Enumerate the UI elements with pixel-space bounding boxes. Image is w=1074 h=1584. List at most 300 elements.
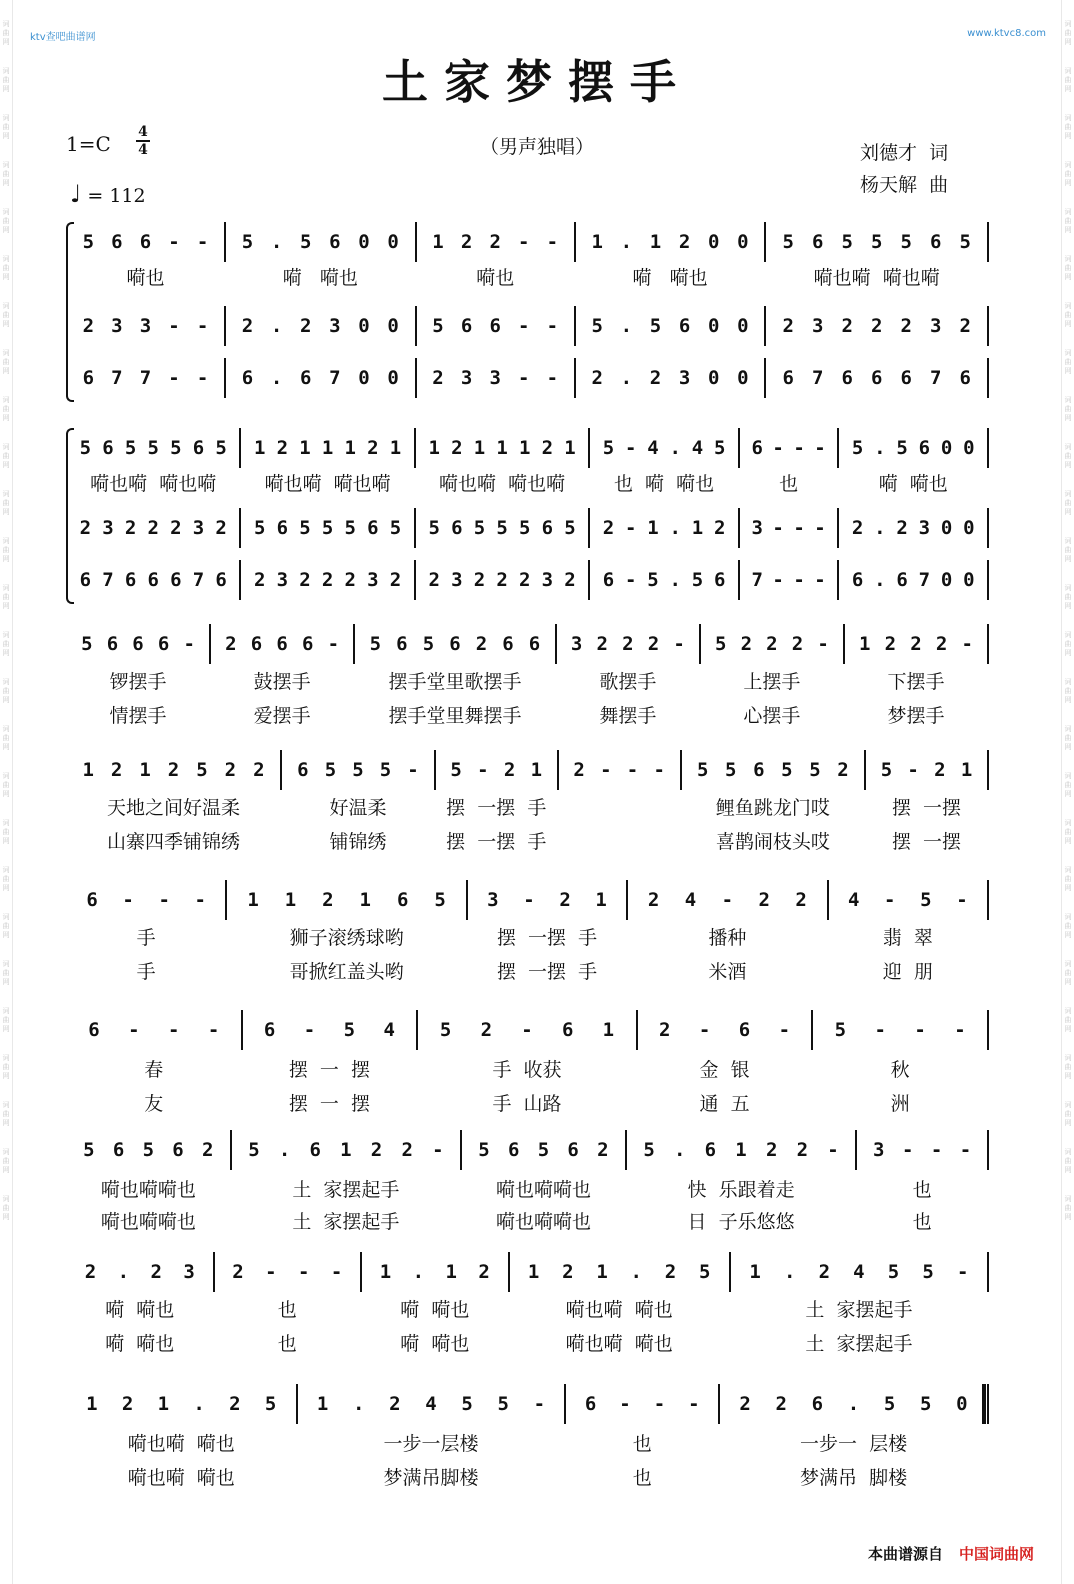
- strip-watermark-text: 词曲网: [2, 866, 10, 892]
- lyric-measure: [435, 826, 558, 854]
- barline: [987, 1010, 989, 1050]
- lyric-text: 鼓摆手: [253, 670, 311, 693]
- lyric-text: 摆 一摆 手: [446, 830, 547, 853]
- lyric-text: 也: [912, 1178, 932, 1201]
- note: -: [600, 759, 612, 781]
- measure: [74, 222, 217, 262]
- note: 2: [389, 569, 402, 591]
- note: 6: [276, 517, 289, 539]
- lyric-text: 翡 翠: [882, 926, 933, 949]
- lyric-measure: [730, 1328, 988, 1356]
- note: -: [168, 231, 180, 253]
- strip-watermark-text: 词曲网: [1064, 1101, 1072, 1127]
- note: .: [674, 1139, 686, 1161]
- lyric-text: 情摆手: [109, 704, 167, 727]
- barline: [209, 624, 211, 664]
- note: 2: [300, 315, 312, 337]
- lyric-text: 嗬 嗬也: [400, 1332, 470, 1355]
- strip-watermark-text: 词曲网: [1064, 443, 1072, 469]
- notation-row: [66, 428, 988, 468]
- strip-watermark-text: 词曲网: [1064, 725, 1072, 751]
- measure: [583, 358, 758, 398]
- note: 6: [192, 437, 205, 459]
- note: 2: [758, 889, 770, 911]
- notation-row: [66, 560, 988, 600]
- note: 1: [530, 759, 543, 781]
- barline: [224, 306, 226, 346]
- note: 1: [82, 759, 94, 781]
- note: 6: [541, 517, 554, 539]
- note: 2: [910, 633, 922, 655]
- measure: [820, 1010, 980, 1050]
- barline: [353, 624, 355, 664]
- note: 2: [649, 367, 662, 389]
- measure: [218, 624, 346, 664]
- measure: [517, 1252, 722, 1292]
- lyric-measure: [240, 468, 414, 496]
- note: 0: [358, 315, 370, 337]
- note: 3: [678, 367, 691, 389]
- note: 7: [139, 367, 152, 389]
- time-signature: [136, 125, 150, 157]
- lyric-text: 嗬 嗬也: [282, 266, 358, 289]
- note: 2: [224, 759, 237, 781]
- note: 1: [284, 889, 297, 911]
- note: 2: [541, 437, 554, 459]
- lyric-measure: [556, 700, 700, 728]
- lyric-measure: [417, 1088, 637, 1116]
- note: -: [168, 1019, 180, 1041]
- strip-watermark-text: 词曲网: [2, 255, 10, 281]
- lyric-text: 嗬也: [476, 266, 515, 289]
- note: 5: [79, 437, 92, 459]
- lyric-measure: [812, 1054, 988, 1082]
- note: 2: [562, 1261, 574, 1283]
- note: .: [874, 437, 886, 459]
- notation-row: [66, 1384, 988, 1424]
- note: 3: [183, 1261, 195, 1283]
- measure: [424, 306, 567, 346]
- note: -: [778, 1019, 791, 1041]
- barline: [225, 880, 227, 920]
- note: .: [620, 315, 633, 337]
- note: 2: [460, 231, 473, 253]
- barline: [811, 1010, 813, 1050]
- lyric-measure: [626, 1206, 857, 1234]
- lyric-text: 舞摆手: [599, 704, 657, 727]
- lyric-text: 锣摆手: [109, 670, 167, 693]
- lyric-text: 嗬也嗬嗬也: [100, 1210, 196, 1233]
- note: 3: [276, 569, 289, 591]
- measure: [645, 1010, 805, 1050]
- strip-watermark-text: 词曲网: [1064, 396, 1072, 422]
- lyric-measure: [361, 1328, 509, 1356]
- lyric-measure: [681, 826, 865, 854]
- measure: [773, 358, 980, 398]
- lyric-measure: [626, 1174, 857, 1202]
- barline: [837, 560, 839, 600]
- note: 2: [782, 315, 794, 337]
- lyric-text: 也: [632, 1466, 652, 1489]
- lyric-measure: [461, 1206, 626, 1234]
- barline: [764, 222, 766, 262]
- lyric-measure: [66, 956, 226, 984]
- lyric-measure: [627, 922, 827, 950]
- note: 5: [473, 517, 486, 539]
- note: 6: [367, 517, 379, 539]
- lyric-text: 手: [136, 926, 156, 949]
- barline: [555, 624, 557, 664]
- lyric-text: 土 家摆起手: [805, 1332, 913, 1355]
- strip-watermark-text: 词曲网: [1064, 208, 1072, 234]
- lyric-row: [66, 792, 988, 820]
- note: -: [624, 569, 637, 591]
- lyric-text: 嗬也嗬 嗬也嗬: [813, 266, 940, 289]
- note: 5: [649, 315, 662, 337]
- note: 7: [111, 367, 123, 389]
- lyric-measure: [558, 826, 681, 854]
- note: 5: [880, 759, 893, 781]
- notation-row: [66, 624, 988, 664]
- note: 4: [647, 437, 659, 459]
- barline: [837, 508, 839, 548]
- note: 2: [647, 889, 660, 911]
- barline: [508, 1252, 510, 1292]
- lyric-measure: [565, 1462, 719, 1490]
- barline: [213, 1252, 215, 1292]
- note: 2: [475, 633, 488, 655]
- strip-watermark-text: 词曲网: [1064, 537, 1072, 563]
- note: 1: [859, 633, 871, 655]
- note: 5: [834, 1019, 847, 1041]
- lyric-text: 也: [632, 1432, 652, 1455]
- strip-watermark-text: 词曲网: [2, 913, 10, 939]
- note: .: [270, 367, 283, 389]
- strip-watermark-text: 词曲网: [1064, 960, 1072, 986]
- note: 3: [451, 569, 463, 591]
- barline: [738, 508, 740, 548]
- measure: [423, 428, 581, 468]
- lyric-row: [66, 1294, 988, 1322]
- lyric-measure: [739, 468, 839, 496]
- measure: [773, 306, 980, 346]
- note: 5: [496, 517, 508, 539]
- notation-row: [66, 1010, 988, 1050]
- note: 2: [401, 1139, 413, 1161]
- note: 6: [297, 759, 309, 781]
- note: 6: [738, 1019, 751, 1041]
- note: 1: [428, 437, 440, 459]
- measure: [74, 750, 273, 790]
- note: 7: [811, 367, 824, 389]
- barline: [864, 750, 866, 790]
- lyric-measure: [719, 1462, 988, 1490]
- lyric-text: 嗬也嗬 嗬也: [565, 1298, 673, 1321]
- measure: [233, 358, 408, 398]
- note: -: [959, 1139, 972, 1161]
- note: 5: [920, 1393, 932, 1415]
- note: 1: [445, 1261, 457, 1283]
- note: 5: [900, 231, 912, 253]
- barline: [414, 560, 416, 600]
- note: 6: [88, 1019, 100, 1041]
- measure: [469, 1130, 618, 1170]
- note: -: [874, 1019, 886, 1041]
- note: .: [783, 1261, 796, 1283]
- barline: [987, 1384, 989, 1424]
- note: 2: [451, 437, 463, 459]
- note: 2: [170, 517, 182, 539]
- note: 3: [873, 1139, 885, 1161]
- note: 1: [157, 1393, 170, 1415]
- note: 6: [172, 1139, 184, 1161]
- note: 5: [196, 759, 208, 781]
- note: 2: [573, 759, 585, 781]
- strip-watermark-text: 词曲网: [2, 537, 10, 563]
- lyric-text: 嗬也嗬嗬也: [100, 1178, 196, 1201]
- note: 5: [300, 231, 312, 253]
- notation-row: [66, 880, 988, 920]
- note: 5: [518, 517, 531, 539]
- lyric-measure: [66, 1462, 297, 1490]
- note: 0: [940, 569, 953, 591]
- note: 6: [507, 1139, 520, 1161]
- lyric-measure: [66, 1294, 214, 1322]
- note: 6: [753, 759, 765, 781]
- measure: [773, 222, 980, 262]
- lyric-measure: [66, 1174, 231, 1202]
- barline: [588, 508, 590, 548]
- note: 5: [841, 231, 853, 253]
- note: -: [930, 1139, 943, 1161]
- lyric-measure: [226, 956, 467, 984]
- measure: [747, 428, 831, 468]
- note: 5: [344, 517, 356, 539]
- note: 3: [192, 517, 205, 539]
- measure: [423, 508, 581, 548]
- left-watermark-strip: [0, 0, 13, 1584]
- note: 0: [963, 569, 975, 591]
- lyric-measure: [637, 1088, 813, 1116]
- note: -: [330, 1261, 343, 1283]
- note: 4: [853, 1261, 865, 1283]
- tempo-value: = 112: [87, 185, 146, 207]
- note: 5: [725, 759, 737, 781]
- note: -: [546, 367, 559, 389]
- note: -: [619, 1393, 631, 1415]
- note: 6: [309, 1139, 321, 1161]
- lyric-measure: [556, 666, 700, 694]
- note: 0: [708, 231, 720, 253]
- note: -: [624, 517, 637, 539]
- note: 1: [299, 437, 311, 459]
- measure: [233, 222, 408, 262]
- note: 1: [496, 437, 508, 459]
- lyric-text: 爱摆手: [253, 704, 311, 727]
- lyric-measure: [281, 792, 435, 820]
- note: 5: [450, 759, 462, 781]
- note: 6: [112, 1139, 125, 1161]
- note: 3: [111, 315, 123, 337]
- lyric-text: 梦满吊脚楼: [383, 1466, 479, 1489]
- note: 1: [359, 889, 371, 911]
- measure: [423, 560, 581, 600]
- measure: [425, 1010, 629, 1050]
- lyric-row: [66, 1174, 988, 1202]
- lyric-measure: [856, 1206, 988, 1234]
- note: 1: [735, 1139, 747, 1161]
- note: 1: [749, 1261, 761, 1283]
- note: 5: [809, 759, 821, 781]
- note: 1: [254, 437, 266, 459]
- strip-watermark-text: 词曲网: [1064, 772, 1072, 798]
- note: 5: [781, 759, 793, 781]
- lyric-text: 也: [912, 1210, 932, 1233]
- note: 2: [664, 1261, 677, 1283]
- note: 5: [324, 759, 337, 781]
- note: 2: [841, 315, 853, 337]
- note: -: [265, 1261, 277, 1283]
- lyric-row: [66, 1462, 988, 1490]
- note: 5: [959, 231, 971, 253]
- lyric-measure: [856, 1174, 988, 1202]
- barline: [414, 428, 416, 468]
- note: 6: [300, 367, 312, 389]
- note: 6: [811, 231, 824, 253]
- strip-watermark-text: 词曲网: [2, 725, 10, 751]
- measure: [289, 750, 427, 790]
- barline: [987, 306, 989, 346]
- note: 7: [329, 367, 341, 389]
- lyric-text: 手: [136, 960, 156, 983]
- measure: [873, 750, 980, 790]
- lyric-text: 梦摆手: [887, 704, 945, 727]
- note: 6: [329, 231, 341, 253]
- measure: [305, 1384, 558, 1424]
- watermark-left: ktv查吧曲谱网: [30, 32, 96, 43]
- note: 5: [922, 1261, 934, 1283]
- lyric-row: [66, 922, 988, 950]
- note: -: [168, 315, 180, 337]
- measure: [74, 428, 232, 468]
- lyric-measure: [242, 1054, 418, 1082]
- strip-watermark-text: 词曲网: [1064, 913, 1072, 939]
- barline: [588, 428, 590, 468]
- note: 2: [124, 517, 137, 539]
- note: 2: [739, 1393, 751, 1415]
- barline: [224, 358, 226, 398]
- measure: [583, 222, 758, 262]
- lyric-text: 摆 一摆: [891, 830, 962, 853]
- note: 5: [81, 633, 93, 655]
- barline: [987, 1130, 989, 1170]
- barline: [416, 1010, 418, 1050]
- note: -: [518, 315, 530, 337]
- strip-watermark-text: 词曲网: [1064, 67, 1072, 93]
- note: 1: [316, 1393, 329, 1415]
- barline: [827, 880, 829, 920]
- note: 1: [518, 437, 531, 459]
- measure: [74, 560, 232, 600]
- barline: [415, 306, 417, 346]
- note: 5: [920, 889, 932, 911]
- note: -: [518, 231, 530, 253]
- lyric-measure: [812, 1088, 988, 1116]
- note: 3: [751, 517, 763, 539]
- strip-watermark-text: 词曲网: [2, 490, 10, 516]
- note: 3: [487, 889, 499, 911]
- lyric-text: 手 山路: [492, 1092, 562, 1115]
- note: 5: [369, 633, 382, 655]
- note: -: [183, 633, 195, 655]
- note: 2: [766, 633, 778, 655]
- note: -: [207, 1019, 220, 1041]
- note: 2: [740, 633, 753, 655]
- measure: [635, 880, 819, 920]
- note: 6: [841, 367, 853, 389]
- note: 6: [102, 437, 114, 459]
- measure: [424, 222, 567, 262]
- note: 5: [691, 569, 704, 591]
- note: 2: [253, 759, 265, 781]
- lyric-text: 嗬也嗬嗬也: [495, 1178, 591, 1201]
- strip-watermark-text: 词曲网: [2, 161, 10, 187]
- note: 0: [387, 367, 399, 389]
- barline: [729, 1252, 731, 1292]
- note: 7: [751, 569, 763, 591]
- barline: [699, 624, 701, 664]
- note: 2: [478, 1261, 490, 1283]
- lyric-measure: [435, 792, 558, 820]
- measure: [222, 1252, 354, 1292]
- strip-watermark-text: 词曲网: [2, 678, 10, 704]
- note: -: [653, 759, 665, 781]
- lyric-text: 通 五: [699, 1092, 750, 1115]
- lyric-text: 嗬也嗬 嗬也: [127, 1466, 235, 1489]
- note: 5: [883, 1393, 896, 1415]
- lyric-text: 米酒: [708, 960, 747, 983]
- note: 5: [343, 1019, 356, 1041]
- note: 0: [963, 517, 975, 539]
- strip-watermark-text: 词曲网: [2, 772, 10, 798]
- note: 1: [564, 437, 576, 459]
- note: -: [956, 889, 968, 911]
- barline: [625, 1130, 627, 1170]
- note: 5: [713, 437, 726, 459]
- lyric-text: 也: [277, 1298, 297, 1321]
- note: 2: [935, 633, 948, 655]
- lyric-row: [66, 468, 988, 496]
- barline: [588, 560, 590, 600]
- lyric-measure: [467, 922, 627, 950]
- lyric-text: 嗬也: [126, 266, 165, 289]
- barline: [239, 508, 241, 548]
- lyric-measure: [467, 956, 627, 984]
- lyric-measure: [828, 922, 988, 950]
- note: 2: [678, 231, 691, 253]
- lyric-text: 嗬也嗬 嗬也: [127, 1432, 235, 1455]
- strip-watermark-text: 词曲网: [1064, 1148, 1072, 1174]
- measure: [74, 358, 217, 398]
- lyric-measure: [66, 468, 240, 496]
- lyric-measure: [417, 1054, 637, 1082]
- strip-watermark-text: 词曲网: [1064, 302, 1072, 328]
- note: 2: [765, 1139, 778, 1161]
- strip-watermark-text: 词曲网: [2, 443, 10, 469]
- strip-watermark-text: 词曲网: [1064, 255, 1072, 281]
- note: 2: [276, 437, 289, 459]
- lyric-text: 摆 一摆: [891, 796, 962, 819]
